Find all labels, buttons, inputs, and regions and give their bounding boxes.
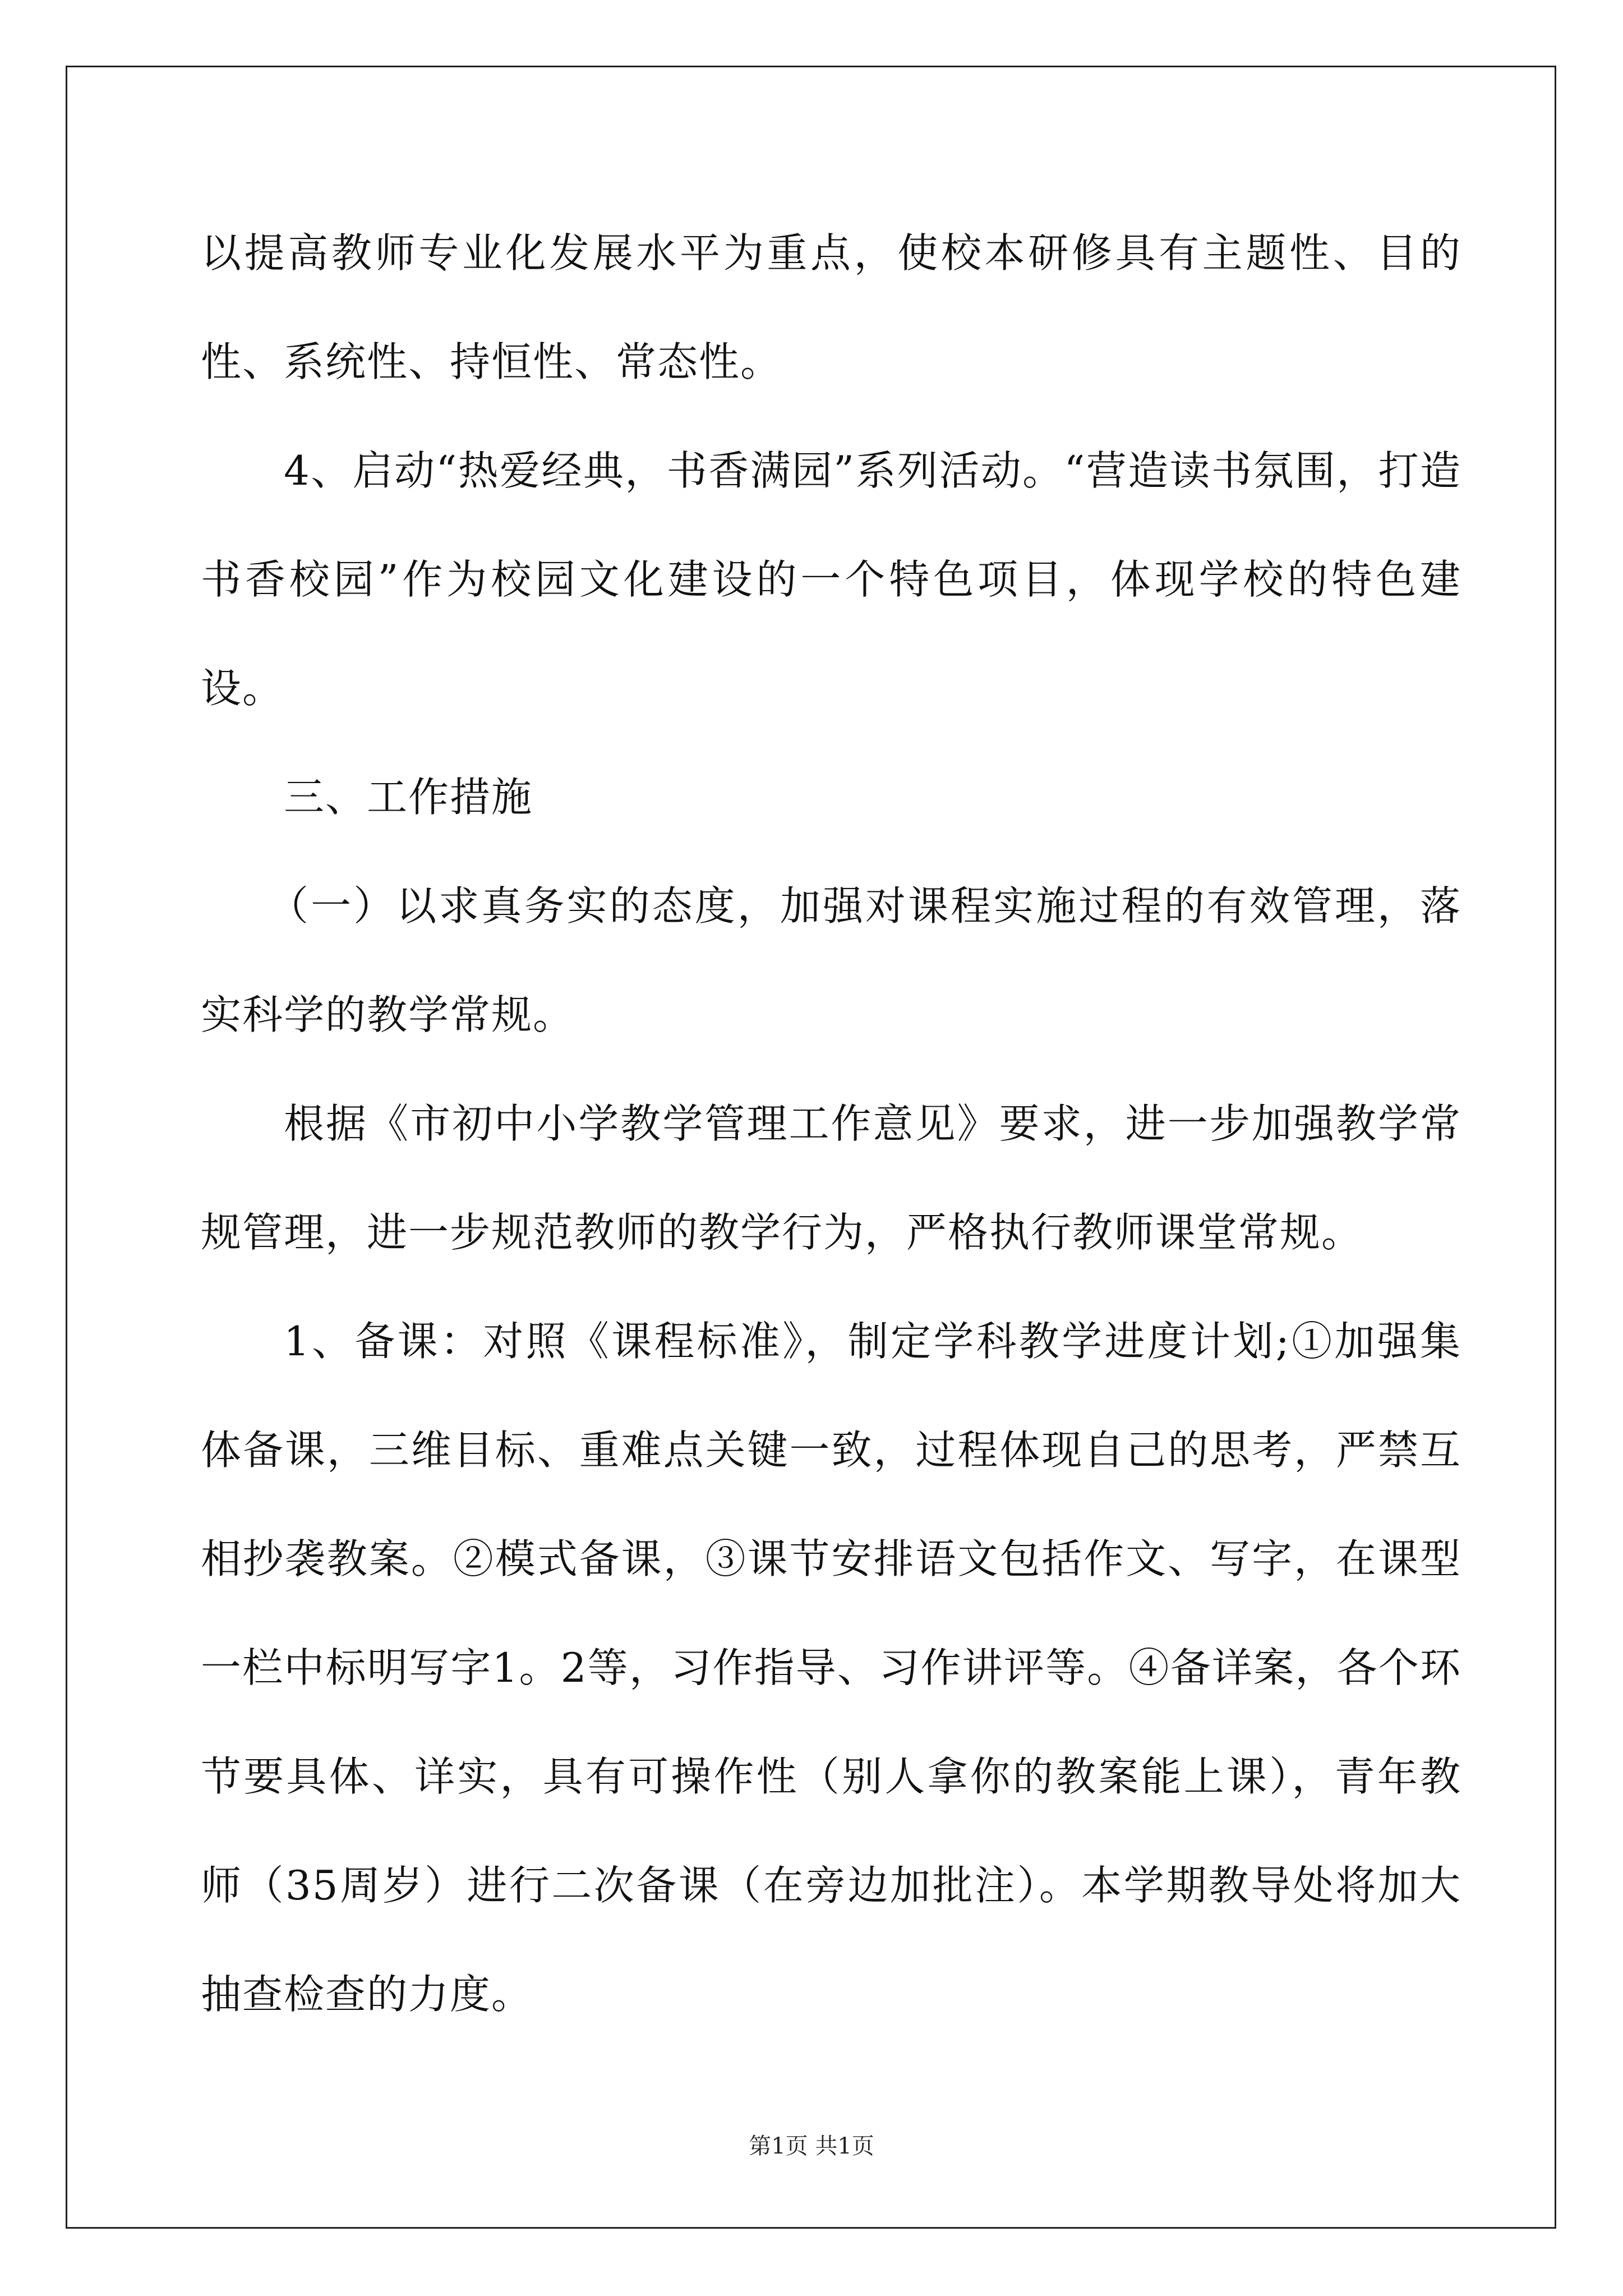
- subsection-heading: （一）以求真务实的态度，加强对课程实施过程的有效管理，落实科学的教学常规。: [201, 882, 1461, 1038]
- paragraph-1: 以提高教师专业化发展水平为重点，使校本研修具有主题性、目的性、系统性、持恒性、常态性。: [201, 229, 1461, 385]
- document-body: [201, 199, 1461, 2049]
- section-heading: 三、工作措施: [284, 774, 533, 821]
- paragraph-2: 4、启动“热爱经典，书香满园”系列活动。“营造读书氛围，打造书香校园”作为校园文化建设的一个特色项目，体现学校的特色建设。: [201, 447, 1461, 712]
- paragraph-3: 根据《市初中小学教学管理工作意见》要求，进一步加强教学常规管理，进一步规范教师的教学行为，严格执行教师课堂常规。: [201, 1100, 1461, 1256]
- paragraph-4: 1、备课：对照《课程标准》，制定学科教学进度计划;①加强集体备课，三维目标、重难点关键一致，过程体现自己的思考，严禁互相抄袭教案。②模式备课，③课节安排语文包括作文、写字，在课型一栏中标明写字1。2等，习作指导、习作讲评等。④备详案，各个环节要具体、详实，具有可操作性（别人拿你的教案能上课），青年教师（35周岁）进行二次备课（在旁边加批注）。本学期教导处将加大抽查检查的力度。: [201, 1318, 1461, 2018]
- page-footer: 第1页 共1页: [749, 2133, 874, 2159]
